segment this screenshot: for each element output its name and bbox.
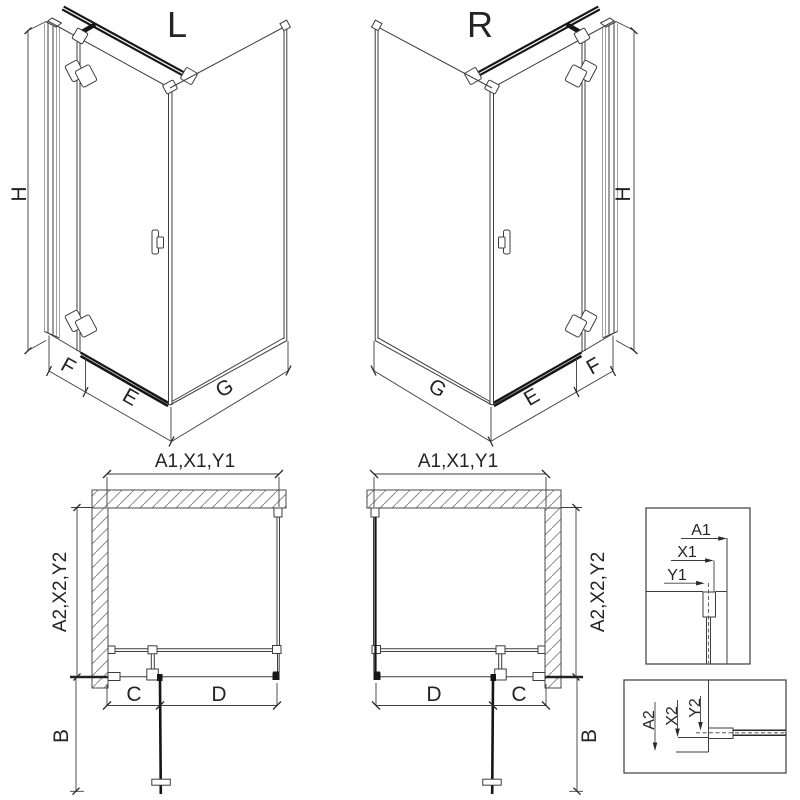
dim-label-fixed-left-plan: C [126,683,142,706]
wall-section-side-right-plan [545,508,561,688]
dim-label-height-right: H [612,186,635,202]
detail-label-x1: X1 [677,544,697,561]
dim-label-open-left-plan: B [50,728,73,744]
detail-label-a2: A2 [641,710,658,730]
dim-label-fixed-left: F [56,353,80,380]
wall-section-top-left-plan [92,490,286,508]
dim-label-door-left-plan: D [211,683,227,706]
dim-label-height-left: H [8,186,31,202]
dim-label-depth-left-plan: A2,X2,Y2 [50,551,71,633]
detail-view-width [646,508,750,664]
dim-label-panel-left: G [211,374,238,403]
detail-label-y2: Y2 [687,698,704,718]
detail-view-depth [624,680,786,773]
view-label-right: R [467,4,493,45]
detail-label-a1: A1 [691,522,711,539]
dim-label-width-right-plan: A1,X1,Y1 [417,451,499,472]
dim-label-door-left: E [118,383,143,411]
plan-view-right [367,451,609,795]
iso-view-left [8,4,291,447]
detail-label-y1: Y1 [667,567,687,584]
view-label-left: L [166,4,188,45]
dim-label-fixed-right: F [582,353,606,380]
dim-label-panel-right: G [424,374,451,403]
plan-view-left [50,451,286,795]
dim-label-door-right-plan: D [426,683,442,706]
detail-label-x2: X2 [664,706,681,726]
dim-label-depth-right-plan: A2,X2,Y2 [588,551,609,633]
dim-label-width-left-plan: A1,X1,Y1 [154,451,236,472]
wall-section-top-right-plan [367,490,561,508]
dim-label-open-right-plan: B [578,728,601,744]
wall-section-side-left-plan [92,508,108,688]
dim-label-fixed-right-plan: C [511,683,527,706]
dim-label-door-right: E [519,383,544,411]
iso-view-right [371,4,638,447]
